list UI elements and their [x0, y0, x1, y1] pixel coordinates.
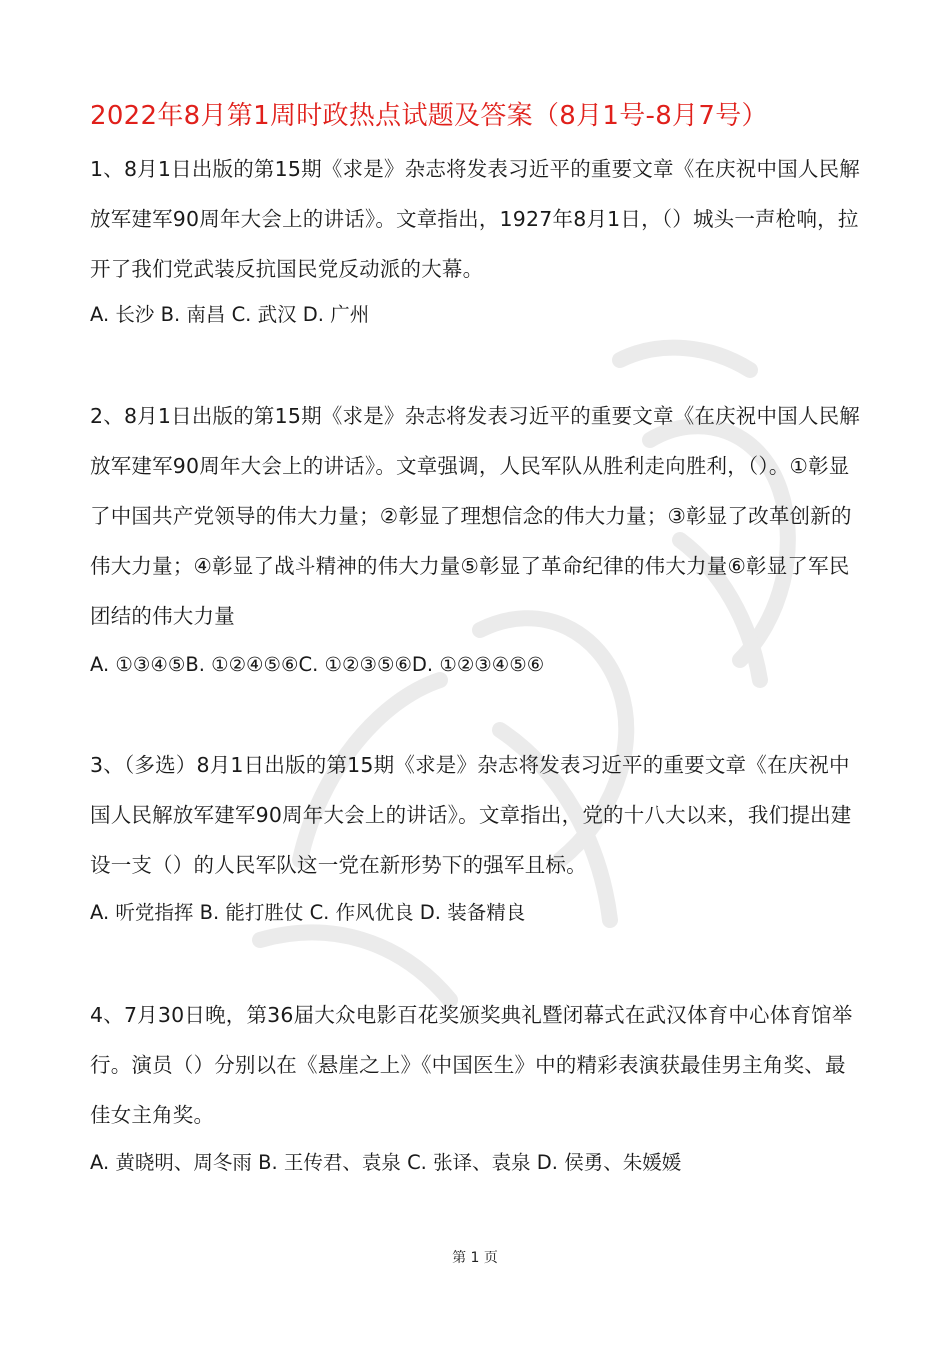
page-number: 第 1 页 [452, 1250, 498, 1266]
question-2-options: A. ①③④⑤B. ①②④⑤⑥C. ①②③⑤⑥D. ①②③④⑤⑥ [90, 653, 545, 676]
question-4-options: A. 黄晓明、周冬雨 B. 王传君、袁泉 C. 张译、袁泉 D. 侯勇、朱媛媛 [90, 1151, 682, 1174]
question-3-options: A. 听党指挥 B. 能打胜仗 C. 作风优良 D. 装备精良 [90, 901, 526, 924]
question-4-text: 4、7月30日晚，第36届大众电影百花奖颁奖典礼暨闭幕式在武汉体育中心体育馆举行。演员（）分别以在《悬崖之上》《中国医生》中的精彩表演获最佳男主角奖、最佳女主角奖。 [90, 1003, 853, 1127]
question-1-text: 1、8月1日出版的第15期《求是》杂志将发表习近平的重要文章《在庆祝中国人民解放军建军90周年大会上的讲话》。文章指出，1927年8月1日，（）城头一声枪响，拉开了我们党武装反抗国民党反动派的大幕。 [90, 157, 861, 281]
page-title: 2022年8月第1周时政热点试题及答案（8月1号-8月7号） [90, 101, 768, 131]
question-2-text: 2、8月1日出版的第15期《求是》杂志将发表习近平的重要文章《在庆祝中国人民解放军建军90周年大会上的讲话》。文章强调，人民军队从胜利走向胜利，（）。①彰显了中国共产党领导的伟大力量；②彰显了理想信念的伟大力量；③彰显了改革创新的伟大力量；④彰显了战斗精神的伟大力量⑤彰显了革命纪律的伟大力量⑥彰显了军民团结的伟大力量 [90, 404, 861, 628]
question-1-options: A. 长沙 B. 南昌 C. 武汉 D. 广州 [90, 303, 370, 326]
question-3-text: 3、（多选）8月1日出版的第15期《求是》杂志将发表习近平的重要文章《在庆祝中国人民解放军建军90周年大会上的讲话》。文章指出，党的十八大以来，我们提出建设一支（）的人民军队这一党在新形势下的强军且标。 [90, 753, 852, 877]
